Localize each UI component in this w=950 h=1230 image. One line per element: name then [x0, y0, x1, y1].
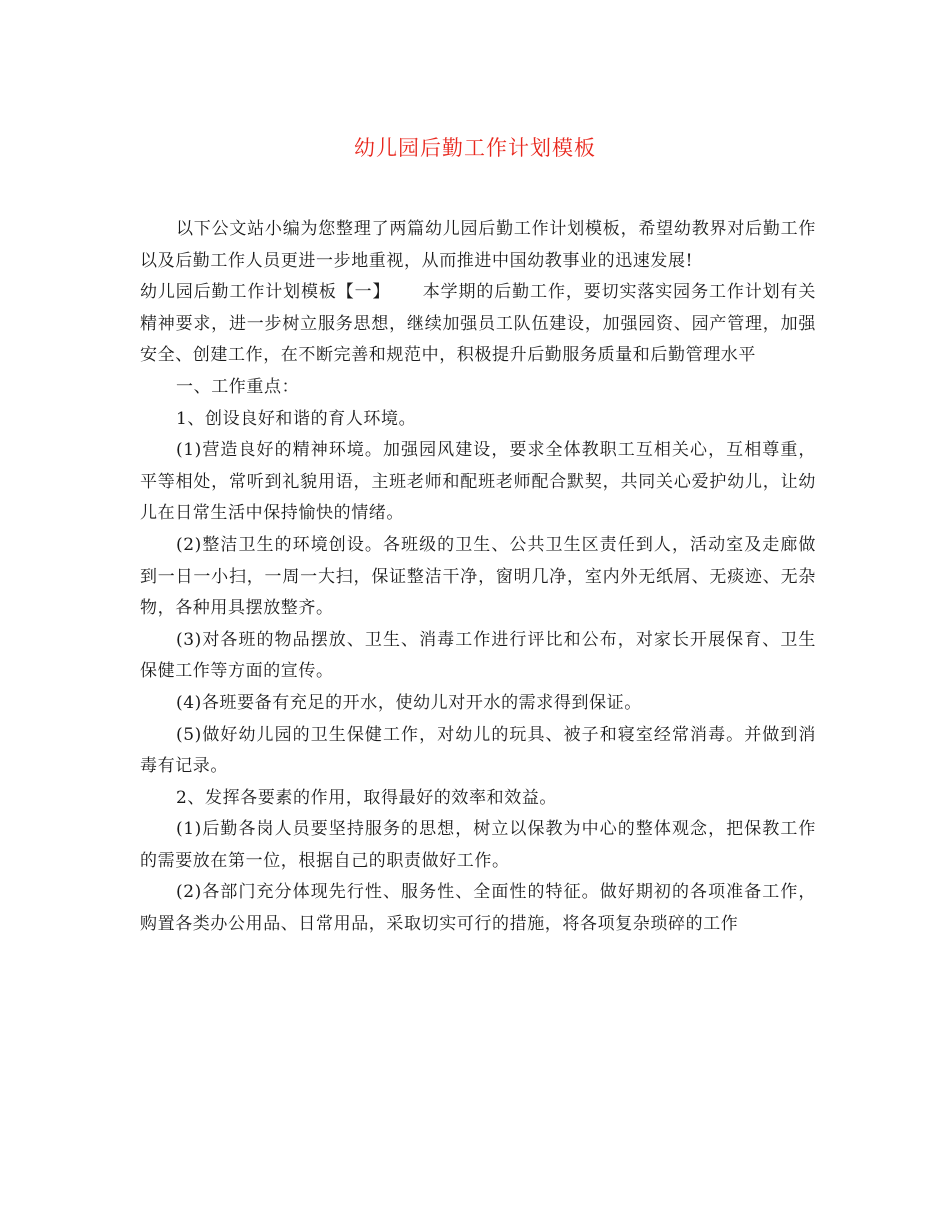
section-heading: 幼儿园后勤工作计划模板【一】 — [140, 282, 391, 303]
document-body — [140, 214, 816, 941]
paragraph: (5)做好幼儿园的卫生保健工作，对幼儿的玩具、被子和寝室经常消毒。并做到消毒有记录。 — [140, 724, 816, 777]
section-paragraph — [140, 277, 816, 372]
paragraph: (2)整洁卫生的环境创设。各班级的卫生、公共卫生区责任到人，活动室及走廊做到一日一小扫，一周一大扫，保证整洁干净，窗明几净，室内外无纸屑、无痰迹、无杂物，各种用具摆放整齐。 — [140, 534, 816, 619]
paragraph: (1)后勤各岗人员要坚持服务的思想，树立以保教为中心的整体观念，把保教工作的需要放在第一位，根据自己的职责做好工作。 — [140, 819, 816, 871]
paragraph: 一、工作重点： — [176, 376, 300, 397]
paragraph: 1、创设良好和谐的育人环境。 — [176, 408, 417, 429]
intro-paragraph: 以下公文站小编为您整理了两篇幼儿园后勤工作计划模板，希望幼教界对后勤工作以及后勤工作人员更进一步地重视，从而推进中国幼教事业的迅速发展! — [140, 219, 816, 271]
paragraph: (2)各部门充分体现先行性、服务性、全面性的特征。做好期初的各项准备工作，购置各类办公用品、日常用品，采取切实可行的措施，将各项复杂琐碎的工作 — [140, 882, 816, 935]
document-title: 幼儿园后勤工作计划模板 — [354, 136, 596, 160]
paragraph: (3)对各班的物品摆放、卫生、消毒工作进行评比和公布，对家长开展保育、卫生保健工作等方面的宣传。 — [140, 629, 816, 682]
paragraph: (1)营造良好的精神环境。加强园风建设，要求全体教职工互相关心，互相尊重，平等相处，常听到礼貌用语，主班老师和配班老师配合默契，共同关心爱护幼儿，让幼儿在日常生活中保持愉快的情绪。 — [140, 440, 816, 524]
paragraph: (4)各班要备有充足的开水，使幼儿对开水的需求得到保证。 — [176, 692, 642, 713]
section-intro: 本学期的后勤工作，要切实落实园务工作计划有关精神要求，进一步树立服务思想，继续加强员工队伍建设，加强园资、园产管理，加强安全、创建工作，在不断完善和规范中，积极提升后勤服务质量和后勤管理水平 — [140, 282, 817, 366]
paragraph: 2、发挥各要素的作用，取得最好的效率和效益。 — [176, 787, 558, 808]
